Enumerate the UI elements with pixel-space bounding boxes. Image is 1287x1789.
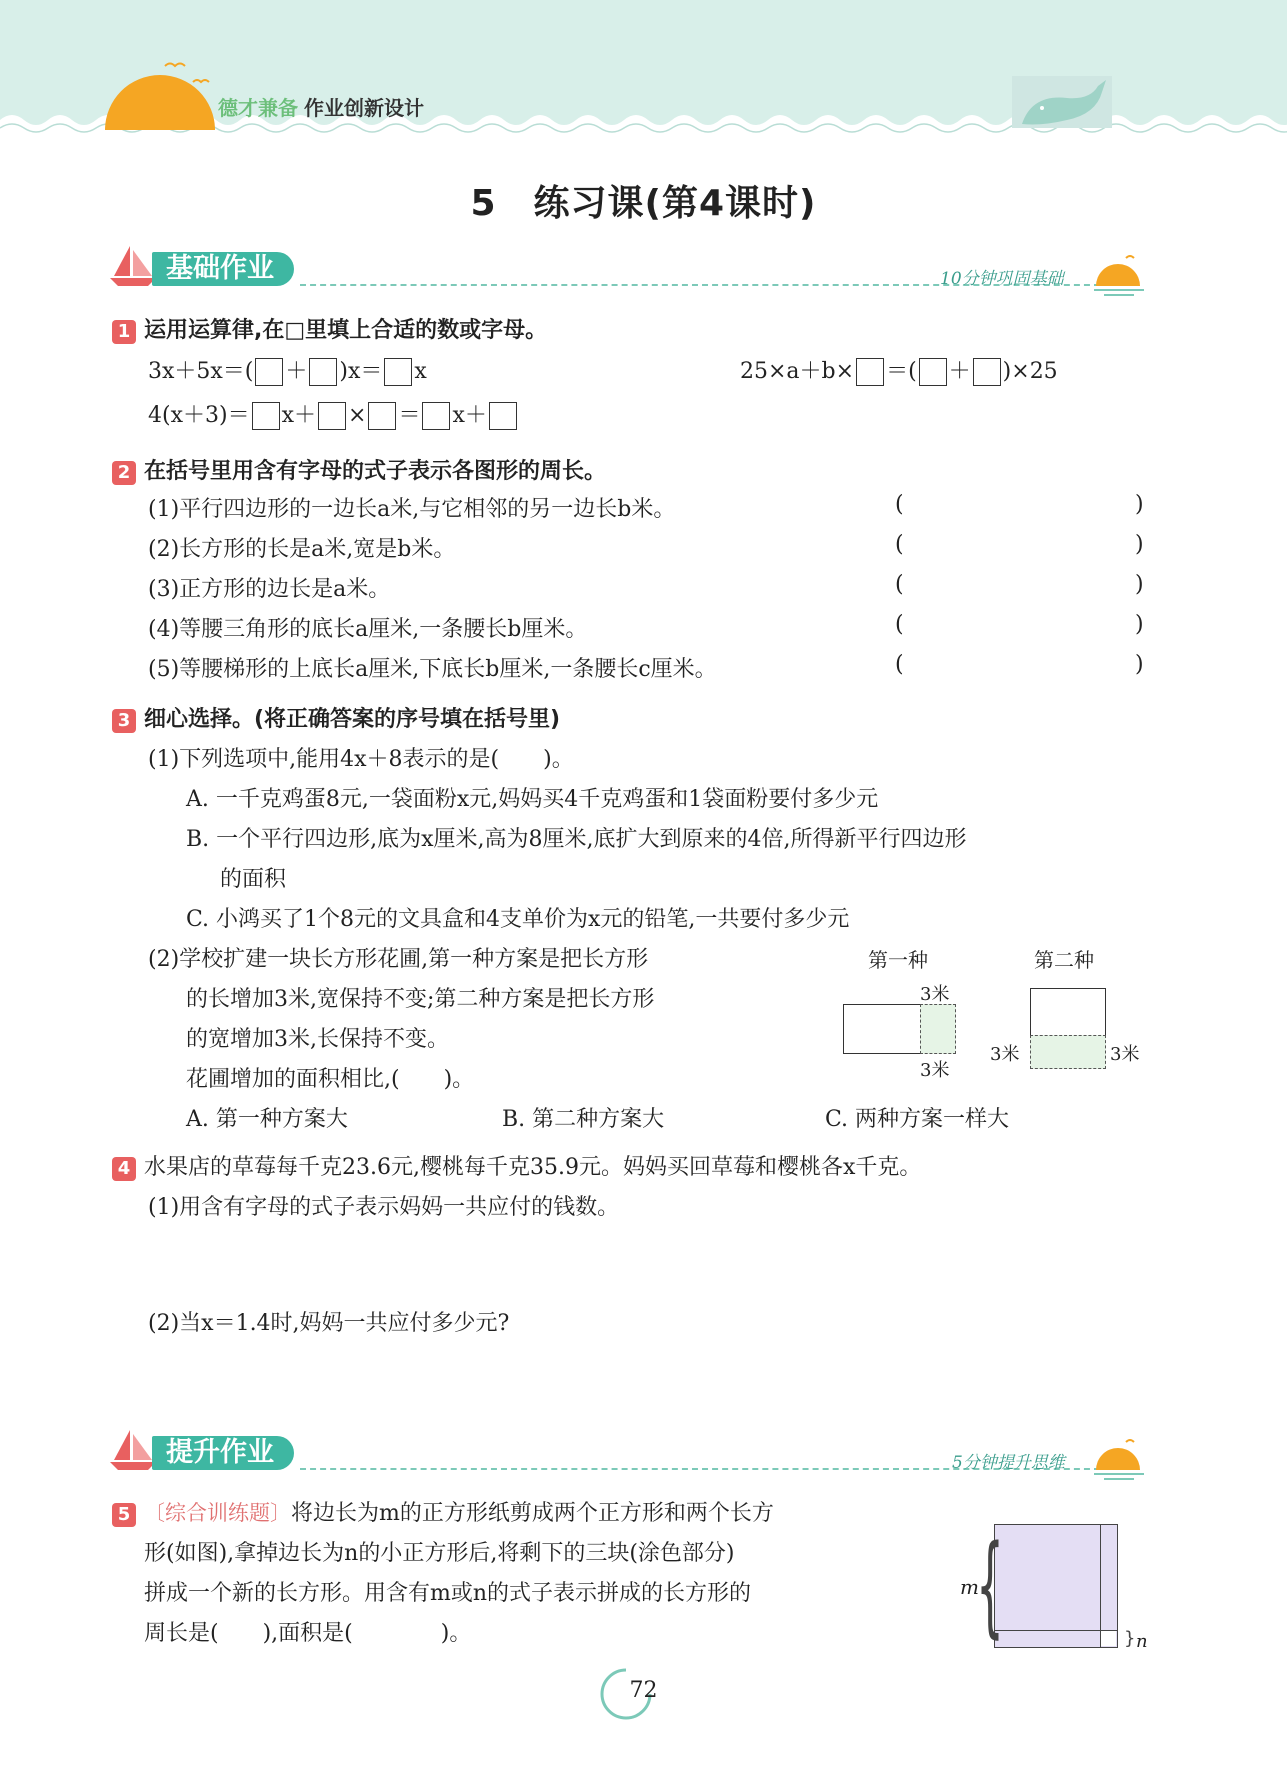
answer-box[interactable]	[973, 358, 1001, 386]
question-2-number: 2	[112, 461, 136, 485]
question-5-line3: 拼成一个新的长方形。用含有m或n的式子表示拼成的长方形的	[144, 1581, 752, 1606]
q1-text: )×25	[1002, 359, 1058, 384]
q3-option-2c[interactable]: C. 两种方案一样大	[825, 1107, 1010, 1132]
answer-box[interactable]	[318, 402, 346, 430]
figure-1-3m-top: 3米	[920, 984, 950, 1005]
q5-horizontal-cut	[994, 1630, 1118, 1631]
q1-text: ×	[348, 403, 367, 428]
answer-box[interactable]	[384, 358, 412, 386]
q2-answer-open: (	[895, 492, 904, 517]
figure-1-added-strip	[920, 1004, 956, 1054]
q1-row2	[148, 398, 519, 430]
q1-row1-left	[148, 354, 427, 386]
question-2-heading	[112, 454, 606, 485]
q1-text: 4(x＋3)＝	[148, 403, 250, 428]
q1-text: x	[414, 359, 427, 384]
q2-answer-close: )	[1135, 492, 1144, 517]
figure-2-label: 第二种	[1034, 948, 1094, 972]
figure-2-rect	[1030, 988, 1106, 1036]
whale-icon	[1012, 76, 1112, 128]
q4-answer-area-2[interactable]	[148, 1340, 1148, 1430]
q5-small-square	[1101, 1631, 1116, 1646]
sun-icon	[105, 58, 215, 130]
q2-item-1: (1)平行四边形的一边长a米,与它相邻的另一边长b米。	[148, 497, 676, 522]
figure-1-rect	[843, 1004, 921, 1054]
question-3-number: 3	[112, 709, 136, 733]
q2-answer-close: )	[1135, 612, 1144, 637]
q2-answer-close: )	[1135, 652, 1144, 677]
q2-answer-open: (	[895, 612, 904, 637]
q2-item-2: (2)长方形的长是a米,宽是b米。	[148, 537, 456, 562]
q1-text: ＋	[285, 359, 308, 384]
boat-icon	[110, 244, 158, 288]
q3-part-1: (1)下列选项中,能用4x＋8表示的是( )。	[148, 747, 574, 772]
q3-option-1a[interactable]: A. 一千克鸡蛋8元,一袋面粉x元,妈妈买4千克鸡蛋和1袋面粉要付多少元	[186, 787, 879, 812]
q2-item-3: (3)正方形的边长是a米。	[148, 577, 391, 602]
q2-answer-open: (	[895, 652, 904, 677]
figure-2-added-strip	[1030, 1035, 1106, 1069]
question-1-title: 运用运算律,在□里填上合适的数或字母。	[144, 318, 548, 343]
question-4-heading	[112, 1150, 921, 1181]
section-basic-hint: 10分钟巩固基础	[940, 269, 1064, 289]
answer-box[interactable]	[919, 358, 947, 386]
q1-text: 3x＋5x＝(	[148, 359, 254, 384]
q1-text: ＝	[398, 403, 421, 428]
q3-option-2b[interactable]: B. 第二种方案大	[502, 1107, 665, 1132]
answer-box[interactable]	[368, 402, 396, 430]
question-5-line2: 形(如图),拿掉边长为n的小正方形后,将剩下的三块(涂色部分)	[144, 1541, 735, 1566]
question-5-tag: 〔综合训练题〕	[144, 1501, 291, 1525]
q1-text: )x＝	[339, 359, 383, 384]
brand-dark-text: 作业创新设计	[304, 96, 424, 120]
answer-box[interactable]	[252, 402, 280, 430]
q4-answer-area-1[interactable]	[148, 1225, 1148, 1305]
q3-option-1b[interactable]: B. 一个平行四边形,底为x厘米,高为8厘米,底扩大到原来的4倍,所得新平行四边形	[186, 827, 967, 852]
q3-part-2-line1: (2)学校扩建一块长方形花圃,第一种方案是把长方形	[148, 947, 649, 972]
figure-2-3m-right: 3米	[1110, 1044, 1140, 1065]
q3-option-2a[interactable]: A. 第一种方案大	[186, 1107, 348, 1132]
q1-text: x＋	[281, 403, 316, 428]
answer-box[interactable]	[489, 402, 517, 430]
q3-option-1c[interactable]: C. 小鸿买了1个8元的文具盒和4支单价为x元的铅笔,一共要付多少元	[186, 907, 850, 932]
q2-answer-open: (	[895, 532, 904, 557]
section-advanced-tab: 提升作业	[152, 1436, 294, 1470]
answer-box[interactable]	[255, 358, 283, 386]
boat-icon	[110, 1428, 158, 1472]
question-2-title: 在括号里用含有字母的式子表示各图形的周长。	[144, 459, 607, 484]
q2-answer-close: )	[1135, 532, 1144, 557]
q5-label-n: n	[1136, 1631, 1148, 1652]
question-1-number: 1	[112, 320, 136, 344]
q1-row1-right	[740, 354, 1058, 386]
figure-1-3m-bottom: 3米	[920, 1060, 950, 1081]
q2-item-4: (4)等腰三角形的底长a厘米,一条腰长b厘米。	[148, 617, 588, 642]
question-1-heading	[112, 313, 547, 344]
q2-item-5: (5)等腰梯形的上底长a厘米,下底长b厘米,一条腰长c厘米。	[148, 657, 717, 682]
q4-part-1: (1)用含有字母的式子表示妈妈一共应付的钱数。	[148, 1195, 620, 1220]
question-4-title: 水果店的草莓每千克23.6元,樱桃每千克35.9元。妈妈买回草莓和樱桃各x千克。	[144, 1155, 922, 1180]
question-5-line1	[112, 1496, 774, 1527]
q5-brace-n: }	[1124, 1628, 1136, 1649]
answer-box[interactable]	[309, 358, 337, 386]
brand	[218, 92, 424, 121]
answer-box[interactable]	[422, 402, 450, 430]
small-sun-icon	[1092, 252, 1152, 298]
section-advanced-hint: 5分钟提升思维	[952, 1453, 1065, 1473]
question-3-title: 细心选择。(将正确答案的序号填在括号里)	[144, 707, 561, 732]
q1-text: ＋	[948, 359, 971, 384]
q5-label-m: m	[960, 1575, 979, 1599]
question-5-text-1: 将边长为m的正方形纸剪成两个正方形和两个长方	[291, 1501, 774, 1526]
q1-text: ＝(	[886, 359, 917, 384]
question-5-number: 5	[112, 1503, 136, 1527]
q2-answer-close: )	[1135, 572, 1144, 597]
page-number: 72	[629, 1678, 658, 1703]
q3-part-2-line3: 的宽增加3米,长保持不变。	[186, 1027, 449, 1052]
question-5-line4: 周长是( ),面积是( )。	[144, 1621, 472, 1646]
brand-green-text: 德才兼备	[218, 96, 298, 120]
small-sun-icon	[1092, 1436, 1152, 1482]
figure-2-3m-left: 3米	[990, 1044, 1020, 1065]
q3-option-1b-cont: 的面积	[220, 867, 287, 892]
q1-text: 25×a＋b×	[740, 359, 855, 384]
q1-text: x＋	[452, 403, 487, 428]
answer-box[interactable]	[856, 358, 884, 386]
question-3-heading	[112, 702, 560, 733]
q3-part-2-line4: 花圃增加的面积相比,( )。	[186, 1067, 475, 1092]
question-4-number: 4	[112, 1157, 136, 1181]
q2-answer-open: (	[895, 572, 904, 597]
q5-brace-m: {	[976, 1521, 1004, 1649]
section-basic-tab: 基础作业	[152, 252, 294, 286]
q3-part-2-line2: 的长增加3米,宽保持不变;第二种方案是把长方形	[186, 987, 655, 1012]
q2-answer-area[interactable]	[910, 492, 1130, 682]
page-title: 5 练习课(第4课时)	[470, 183, 817, 224]
q4-part-2: (2)当x＝1.4时,妈妈一共应付多少元?	[148, 1311, 510, 1336]
figure-1-label: 第一种	[868, 948, 928, 972]
